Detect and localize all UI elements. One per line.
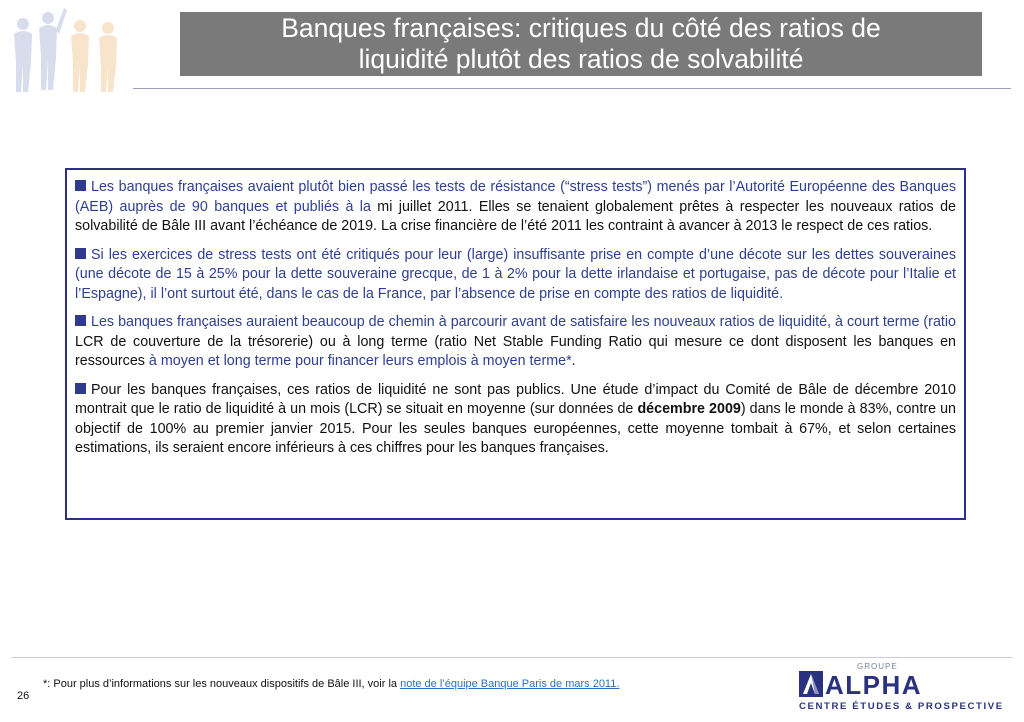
bullet-1-text-a: Les banques françaises avaient plutôt bien passé les tests de résistance (“stress tests”) menés par l’Autorité Européenne des Banques (AEB) auprès de 90 banques et publiés à la	[75, 179, 956, 215]
title-line-2: liquidité plutôt des ratios de solvabilité	[358, 44, 804, 74]
title-line-1: Banques françaises: critiques du côté des ratios de	[281, 13, 881, 43]
square-bullet-icon	[75, 383, 86, 394]
bullet-4-text-b: décembre 2009	[637, 401, 741, 417]
content-box	[65, 168, 966, 520]
logo-subtitle: CENTRE ÉTUDES & PROSPECTIVE	[799, 701, 1004, 712]
footer-divider	[12, 657, 1012, 658]
footnote-text: *: Pour plus d’informations sur les nouveaux dispositifs de Bâle III, voir la	[43, 678, 401, 690]
groupe-alpha-logo	[799, 664, 1019, 716]
bullet-paragraph-1	[75, 178, 956, 237]
square-bullet-icon	[75, 248, 86, 259]
bullet-paragraph-4	[75, 381, 956, 459]
bullet-3-text-a: Les banques françaises auraient beaucoup de chemin à parcourir avant de satisfaire les nouveaux ratios de liquidité, à court terme (ratio	[91, 314, 956, 330]
bullet-2-text-a: Si les exercices de stress tests ont été critiqués pour leur (large) insuffisante prise en compte d’une décote sur les dettes souveraines (une décote de 15 à 25% pour la dette souveraine grecque, de 1 à 2% pour la dette irlandaise et portugaise, pas de décote pour l’Italie et l’Espagne), il l’ont surtout été, dans le cas de la France, par l’absence de prise en compte des ratios de liquidité.	[75, 246, 956, 302]
title-divider	[133, 88, 1011, 89]
page-number: 26	[17, 690, 30, 702]
logo-name: ALPHA	[825, 670, 923, 700]
bullet-3-text-b: LCR de couverture de la trésorerie) ou à long terme (ratio Net Stable Funding Ratio qui mesure ce dont disposent les banques en ressources	[75, 333, 956, 369]
bullet-paragraph-2	[75, 246, 956, 305]
bullet-paragraph-3	[75, 313, 956, 372]
square-bullet-icon	[75, 315, 86, 326]
bullet-3-text-c: à moyen et long terme pour financer leurs emplois à moyen terme*	[148, 353, 572, 369]
footnote-link[interactable]: note de l’équipe Banque Paris de mars 2011.	[400, 678, 620, 690]
people-silhouettes-image	[8, 2, 133, 94]
square-bullet-icon	[75, 180, 86, 191]
bullet-4-text-a: Pour les banques françaises, ces ratios de liquidité ne sont pas publics. Une étude d’impact du Comité de Bâle de décembre 2010 montrait que le ratio de liquidité à un mois (LCR) se situait en moyenne (sur données de	[75, 381, 956, 417]
bullet-4-text-c: ) dans le monde à 83%, contre un objectif de 100% au premier janvier 2015. Pour les seules banques européennes, cette moyenne tombait à 67%, et selon certaines estimations, ils seraient encore inférieurs à ces chiffres pour les banques françaises.	[75, 401, 956, 456]
slide-title	[180, 12, 982, 76]
footnote	[43, 678, 619, 690]
bullet-1-text-b: mi juillet 2011. Elles se tenaient globalement prêtes à respecter les nouveaux ratios de solvabilité de Bâle III avant l’échéance de 2019. La crise financière de l’été 2011 les contraint à avancer à 2013 le respect de ces ratios.	[75, 198, 956, 234]
bullet-3-text-d: .	[571, 353, 576, 369]
logo-groupe-label: GROUPE	[857, 662, 898, 671]
alpha-logo-mark-icon	[799, 671, 823, 697]
